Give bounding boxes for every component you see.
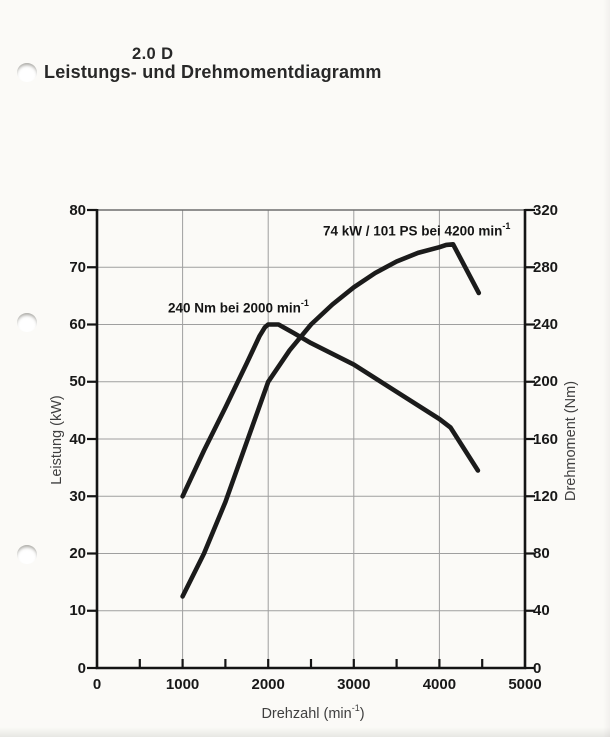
x-tick-label: 3000 [337, 676, 371, 693]
y-right-tick-label: 40 [533, 602, 550, 620]
x-axis-label-sup: -1 [351, 703, 360, 713]
y-left-tick-label: 70 [69, 258, 86, 276]
y-right-tick-label: 0 [533, 659, 542, 677]
y-left-tick-label: 50 [69, 373, 86, 391]
annotation-peak-torque-sup: -1 [300, 298, 309, 308]
x-tick-label: 0 [92, 676, 102, 693]
y-left-tick-label: 80 [69, 201, 86, 219]
y-right-tick-label: 240 [533, 316, 559, 333]
y-right-tick-label: 280 [533, 258, 559, 276]
y-left-tick-label: 10 [69, 602, 86, 620]
page-title-main: Leistungs- und Drehmomentdiagramm [44, 62, 382, 82]
annotation-peak-power [323, 222, 510, 239]
y-left-tick-label: 60 [69, 316, 86, 333]
x-tick-label: 2000 [251, 676, 285, 693]
annotation-peak-torque-text: 240 Nm bei 2000 min [168, 300, 301, 316]
x-tick-label: 4000 [422, 676, 457, 693]
x-axis-label-text: Drehzahl (min [261, 705, 352, 722]
y-right-tick-label: 80 [533, 545, 550, 562]
y-right-tick-label: 160 [533, 430, 559, 448]
y-right-tick-label: 320 [533, 201, 559, 219]
annotation-peak-power-text: 74 kW / 101 PS bei 4200 min [323, 223, 503, 239]
y-right-tick-label: 120 [533, 487, 559, 505]
y-left-tick-label: 30 [69, 487, 86, 505]
y-left-tick-label: 40 [69, 430, 86, 448]
curve-drehmoment [183, 325, 478, 497]
x-axis-label-close: ) [359, 705, 365, 722]
page-right-shadow [603, 0, 610, 737]
annotation-peak-torque [168, 299, 309, 316]
y-left-tick-label: 0 [77, 659, 86, 677]
y-right-tick-label: 200 [533, 373, 559, 391]
y-axis-left-label: Leistung (kW) [49, 395, 65, 485]
y-axis-right-label: Drehmoment (Nm) [563, 380, 579, 502]
x-axis-label [261, 704, 364, 722]
y-left-tick-label: 20 [69, 545, 86, 562]
curve-leistung [183, 244, 479, 596]
page-bottom-shadow [0, 727, 610, 737]
page-title-model: 2.0 D [132, 45, 174, 63]
annotation-peak-power-sup: -1 [502, 221, 511, 231]
x-tick-label: 5000 [508, 676, 542, 693]
x-tick-label: 1000 [165, 676, 200, 693]
